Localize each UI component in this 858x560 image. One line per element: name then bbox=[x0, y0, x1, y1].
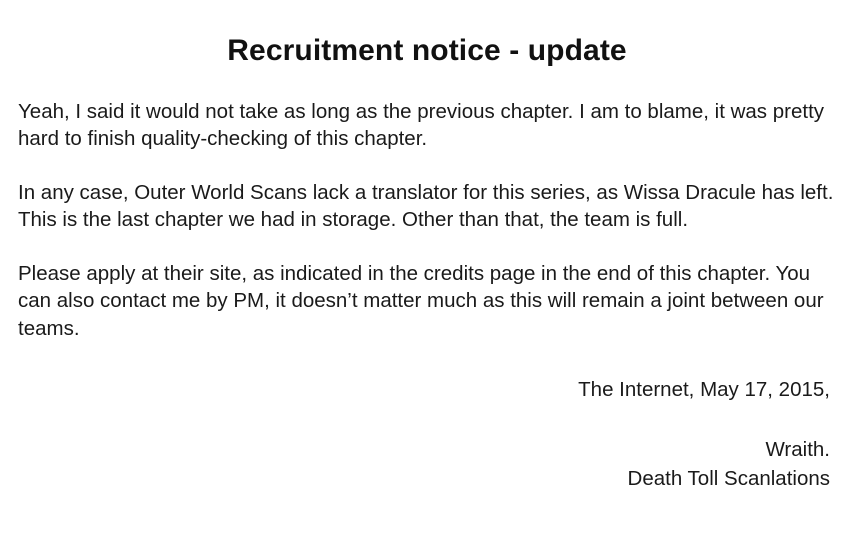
page-title: Recruitment notice - update bbox=[227, 34, 627, 67]
signoff-date: The Internet, May 17, 2015, bbox=[578, 378, 830, 402]
paragraph: In any case, Outer World Scans lack a translator for this series, as Wissa Dracule has left. This is the last chapter we had in storage. Other than that, the team is full. bbox=[18, 180, 834, 232]
signoff-team: Death Toll Scanlations bbox=[627, 467, 830, 491]
paragraph: Yeah, I said it would not take as long as the previous chapter. I am to blame, it was pretty hard to finish quality-checking of this chapter. bbox=[18, 100, 825, 151]
paragraph: Please apply at their site, as indicated in the credits page in the end of this chapter. You can also contact me by PM, it doesn’t matter much as this will remain a joint between our teams. bbox=[18, 261, 824, 340]
notice-body bbox=[18, 98, 836, 342]
signoff-name: Wraith. bbox=[765, 437, 830, 461]
signoff-block bbox=[18, 376, 836, 492]
